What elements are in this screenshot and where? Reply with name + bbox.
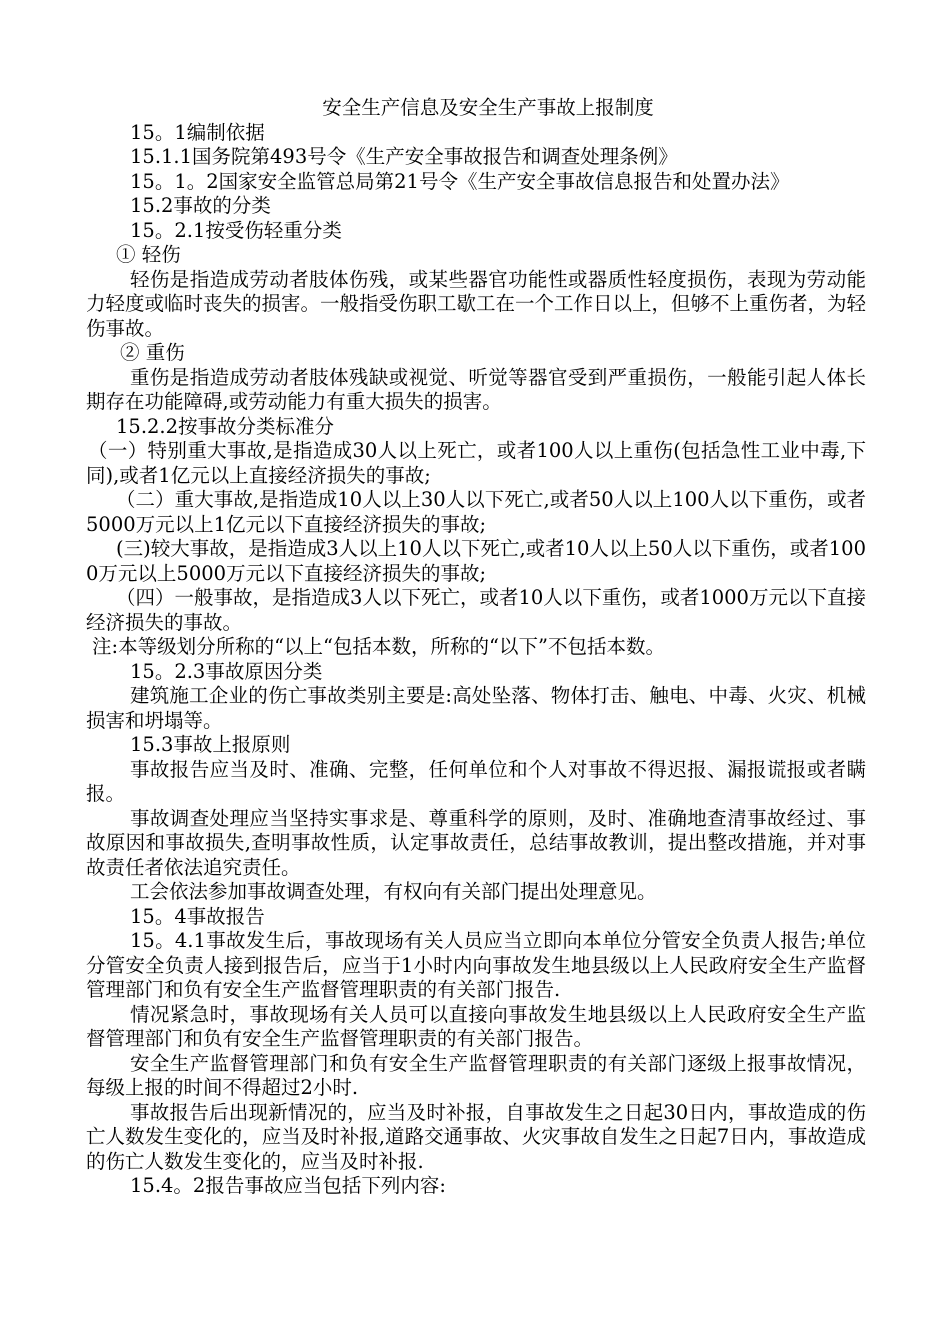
subsection-heading: 15。2.1按受伤轻重分类 — [130, 218, 342, 242]
body-paragraph: （二）重大事故,是指造成10人以上30人以下死亡,或者50人以上100人以下重伤，或者5000万元以上1亿元以下直接经济损失的事故; — [86, 488, 866, 536]
body-paragraph: (三)较大事故，是指造成3人以上10人以下死亡,或者10人以上50人以下重伤，或者1000万元以上5000万元以下直接经济损失的事故; — [86, 537, 866, 585]
body-paragraph: 事故报告后出现新情况的，应当及时补报，自事故发生之日起30日内，事故造成的伤亡人数发生变化的，应当及时补报,道路交通事故、火灾事故自发生之日起7日内，事故造成的伤亡人数发生变化的，应当及时补报. — [86, 1100, 866, 1173]
body-paragraph: 情况紧急时，事故现场有关人员可以直接向事故发生地县级以上人民政府安全生产监督管理部门和负有安全生产监督管理职责的有关部门报告。 — [86, 1002, 866, 1050]
body-paragraph: 15。4.1事故发生后，事故现场有关人员应当立即向本单位分管安全负责人报告;单位分管安全负责人接到报告后，应当于1小时内向事故发生地县级以上人民政府安全生产监督管理部门和负有安全生产监督管理职责的有关部门报告. — [86, 929, 866, 1001]
subsection-heading: 15。1。2国家安全监管总局第21号令《生产安全事故信息报告和处置办法》 — [130, 169, 790, 193]
body-paragraph: 轻伤是指造成劳动者肢体伤残，或某些器官功能性或器质性轻度损伤，表现为劳动能力轻度或临时丧失的损害。一般指受伤职工歇工在一个工作日以上，但够不上重伤者，为轻伤事故。 — [86, 267, 867, 340]
subsection-heading: 15。2.3事故原因分类 — [130, 659, 323, 683]
document-title: 安全生产信息及安全生产事故上报制度 — [322, 96, 654, 119]
section-heading: 15.3事故上报原则 — [130, 733, 291, 756]
body-paragraph: 重伤是指造成劳动者肢体残缺或视觉、听觉等器官受到严重损伤，一般能引起人体长期存在功能障碍,或劳动能力有重大损失的损害。 — [86, 365, 866, 413]
body-paragraph: （一）特别重大事故,是指造成30人以上死亡，或者100人以上重伤(包括急性工业中毒,下同),或者1亿元以上直接经济损失的事故; — [86, 439, 866, 487]
subsection-heading: 15.4。2报告事故应当包括下列内容: — [130, 1174, 446, 1197]
document-page — [86, 96, 866, 1199]
body-paragraph: 事故调查处理应当坚持实事求是、尊重科学的原则，及时、准确地查清事故经过、事故原因和事故损失,查明事故性质，认定事故责任，总结事故教训，提出整改措施，并对事故责任者依法追究责任。 — [86, 806, 866, 879]
body-paragraph: （四）一般事故，是指造成3人以下死亡，或者10人以下重伤，或者1000万元以下直接经济损失的事故。 — [86, 586, 866, 634]
list-item-label: ② 重伤 — [120, 341, 185, 364]
section-heading: 15。4事故报告 — [130, 904, 265, 928]
body-paragraph: 建筑施工企业的伤亡事故类别主要是:高处坠落、物体打击、触电、中毒、火灾、机械损害和坍塌等。 — [86, 684, 866, 732]
subsection-heading: 15.1.1国务院第493号令《生产安全事故报告和调查处理条例》 — [130, 145, 678, 168]
section-heading: 15.2事故的分类 — [130, 194, 271, 217]
list-item-label: ① 轻伤 — [116, 243, 181, 266]
body-paragraph: 安全生产监督管理部门和负有安全生产监督管理职责的有关部门逐级上报事故情况，每级上报的时间不得超过2小时. — [86, 1051, 866, 1099]
body-paragraph: 工会依法参加事故调查处理，有权向有关部门提出处理意见。 — [130, 880, 657, 903]
subsection-heading: 15.2.2按事故分类标准分 — [116, 414, 335, 438]
note-paragraph: 注:本等级划分所称的“以上“包括本数，所称的“以下”不包括本数。 — [92, 635, 665, 658]
section-heading: 15。1编制依据 — [130, 120, 265, 144]
body-paragraph: 事故报告应当及时、准确、完整，任何单位和个人对事故不得迟报、漏报谎报或者瞒报。 — [86, 757, 866, 805]
